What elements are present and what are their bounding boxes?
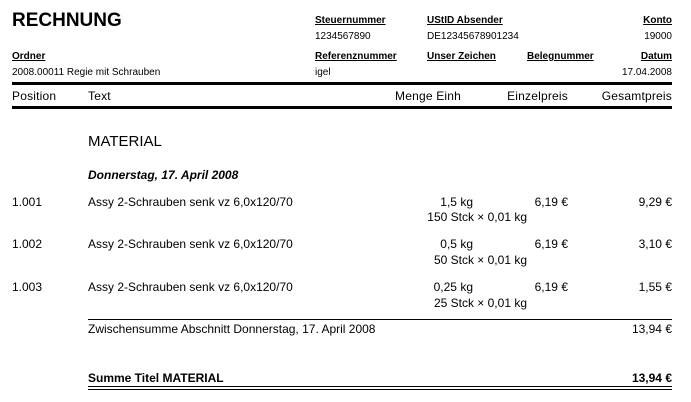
columns-rule [12,106,672,109]
referenz-label: Referenznummer [315,51,397,62]
date-heading: Donnerstag, 17. April 2008 [88,168,239,182]
total-label: Summe Titel MATERIAL [88,371,224,385]
item-detail: 150 Stck × 0,01 kg [427,210,527,224]
col-menge-einh: Menge Einh [395,89,462,103]
item-menge: 0,25 kg [433,280,473,294]
unser-zeichen-label: Unser Zeichen [427,51,496,62]
steuernummer-label: Steuernummer [315,15,386,26]
total-value: 13,94 € [631,371,672,385]
ordner-label: Ordner [12,51,46,62]
item-gesamtpreis: 3,10 € [638,237,672,251]
col-einzelpreis: Einzelpreis [507,89,568,103]
item-position: 1.001 [12,195,43,209]
item-text: Assy 2-Schrauben senk vz 6,0x120/70 [88,280,293,294]
header-rule [12,82,672,85]
subtotal-value: 13,94 € [631,322,672,336]
item-menge: 1,5 kg [440,195,473,209]
item-detail: 50 Stck × 0,01 kg [433,253,527,267]
konto-value: 19000 [644,31,672,42]
col-gesamtpreis: Gesamtpreis [601,89,672,103]
total-rule-top [88,386,672,387]
ustid-label: UStID Absender [427,15,503,26]
item-text: Assy 2-Schrauben senk vz 6,0x120/70 [88,195,293,209]
document-title: RECHNUNG [12,10,122,31]
konto-label: Konto [643,15,672,26]
item-position: 1.002 [12,237,43,251]
steuernummer-value: 1234567890 [315,31,371,42]
datum-value: 17.04.2008 [621,67,672,78]
total-rule-bottom [88,389,672,390]
item-einzelpreis: 6,19 € [534,195,568,209]
ordner-value: 2008.00011 Regie mit Schrauben [12,67,161,78]
referenz-value: igel [315,67,331,78]
subtotal-rule [88,319,672,320]
belegnummer-label: Belegnummer [527,51,594,62]
ustid-value: DE12345678901234 [427,31,519,42]
item-text: Assy 2-Schrauben senk vz 6,0x120/70 [88,237,293,251]
item-einzelpreis: 6,19 € [534,280,568,294]
item-gesamtpreis: 1,55 € [638,280,672,294]
col-text: Text [88,89,111,103]
item-menge: 0,5 kg [440,237,473,251]
item-gesamtpreis: 9,29 € [638,195,672,209]
subtotal-label: Zwischensumme Abschnitt Donnerstag, 17. April 2008 [88,322,376,336]
section-title: MATERIAL [88,133,162,150]
col-position: Position [12,89,57,103]
item-position: 1.003 [12,280,43,294]
item-detail: 25 Stck × 0,01 kg [433,296,527,310]
datum-label: Datum [640,51,672,62]
item-einzelpreis: 6,19 € [534,237,568,251]
